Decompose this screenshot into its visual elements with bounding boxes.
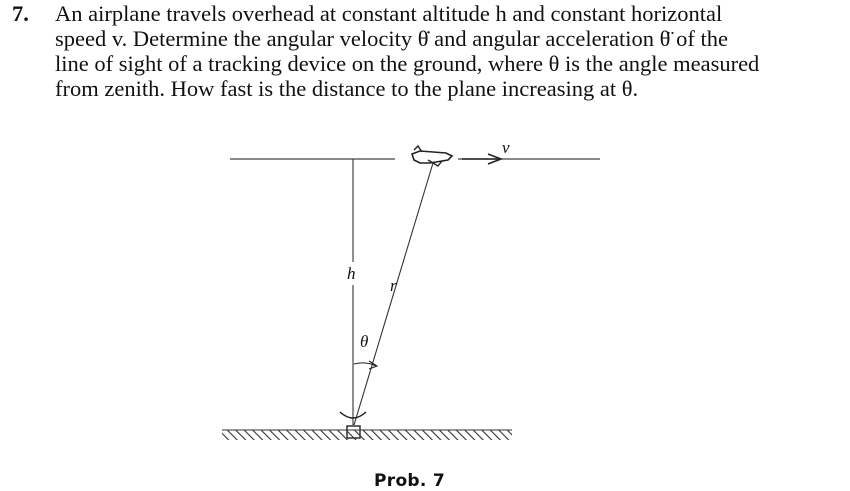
problem-line-3: line of sight of a tracking device on the ground, where θ is the angle measured [55, 51, 760, 76]
problem-number: 7. [12, 1, 29, 26]
distance-label: r [390, 276, 397, 295]
problem-line-4: from zenith. How fast is the distance to the plane increasing at θ. [55, 76, 639, 101]
figure-caption: Prob. 7 [374, 471, 445, 491]
angle-arrow [354, 361, 377, 369]
altitude-label: h [347, 264, 356, 283]
velocity-label: v [502, 138, 510, 157]
velocity-arrow [462, 154, 501, 164]
airplane-icon [412, 146, 452, 166]
ground [222, 430, 512, 440]
angle-label: θ [360, 332, 369, 351]
problem-line-2: speed v. Determine the angular velocity θ̇ and angular acceleration θ̈ of the [55, 26, 728, 51]
problem-line-1: An airplane travels overhead at constant altitude h and constant horizontal [55, 1, 723, 26]
